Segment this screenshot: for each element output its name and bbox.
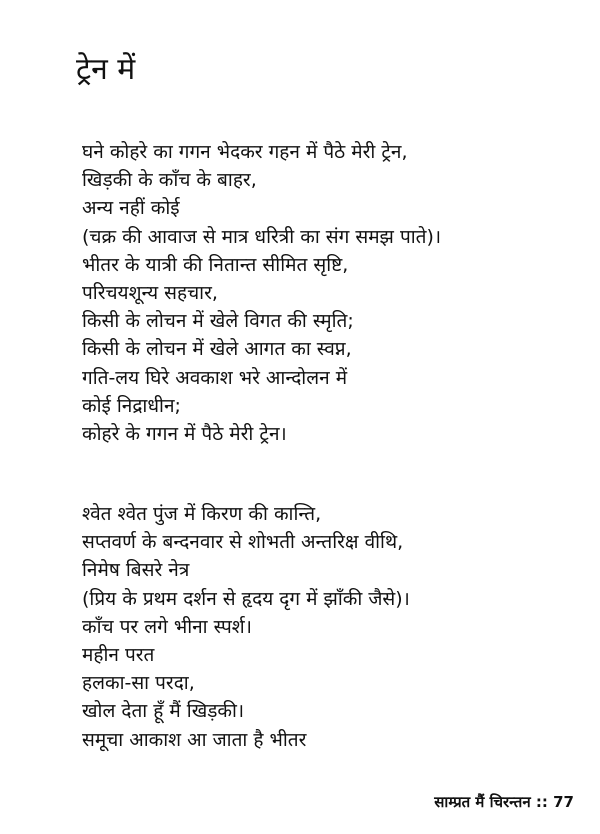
poem-line: किसी के लोचन में खेले विगत की स्मृति; bbox=[82, 310, 354, 333]
poem-line: महीन परत bbox=[82, 643, 155, 666]
poem-line: कोई निद्राधीन; bbox=[82, 394, 181, 417]
poem-line: समूचा आकाश आ जाता है भीतर bbox=[82, 728, 307, 751]
poem-line: (प्रिय के प्रथम दर्शन से हृदय दृग में झाँकी जैसे)। bbox=[82, 587, 410, 610]
poem-title: ट्रेन में bbox=[76, 52, 136, 87]
footer-book-title: साम्प्रत मैं चिरन्तन bbox=[434, 793, 531, 811]
poem-line: श्वेत श्वेत पुंज में किरण की कान्ति, bbox=[82, 503, 322, 525]
poem-line: खिड़की के काँच के बाहर, bbox=[82, 169, 257, 192]
page-footer bbox=[434, 790, 574, 814]
footer-separator: :: bbox=[535, 793, 548, 811]
poem-line: किसी के लोचन में खेले आगत का स्वप्न, bbox=[82, 338, 352, 361]
stanza-1 bbox=[82, 138, 441, 448]
poem-line: घने कोहरे का गगन भेदकर गहन में पैठे मेरी ट्रेन, bbox=[82, 141, 408, 163]
poem-line: निमेष बिसरे नेत्र bbox=[82, 559, 190, 582]
stanza-2 bbox=[82, 500, 410, 754]
poem-line: (चक्र की आवाज से मात्र धरित्री का संग समझ पाते)। bbox=[82, 225, 442, 248]
poem-line: काँच पर लगे भीना स्पर्श। bbox=[82, 615, 252, 638]
poem-line: गति-लय घिरे अवकाश भरे आन्दोलन में bbox=[82, 366, 348, 389]
poem-line: खोल देता हूँ मैं खिड़की। bbox=[82, 700, 245, 723]
poem-line: कोहरे के गगन में पैठे मेरी ट्रेन। bbox=[82, 422, 287, 445]
poem-line: परिचयशून्य सहचार, bbox=[82, 281, 218, 304]
poem-line: अन्य नहीं कोई bbox=[82, 197, 180, 220]
poem-line: सप्तवर्ण के बन्दनवार से शोभती अन्तरिक्ष वीथि, bbox=[82, 531, 404, 554]
page-number: 77 bbox=[553, 793, 574, 811]
poem-line: हलका-सा परदा, bbox=[82, 672, 195, 695]
poem-line: भीतर के यात्री की नितान्त सीमित सृष्टि, bbox=[82, 253, 349, 276]
